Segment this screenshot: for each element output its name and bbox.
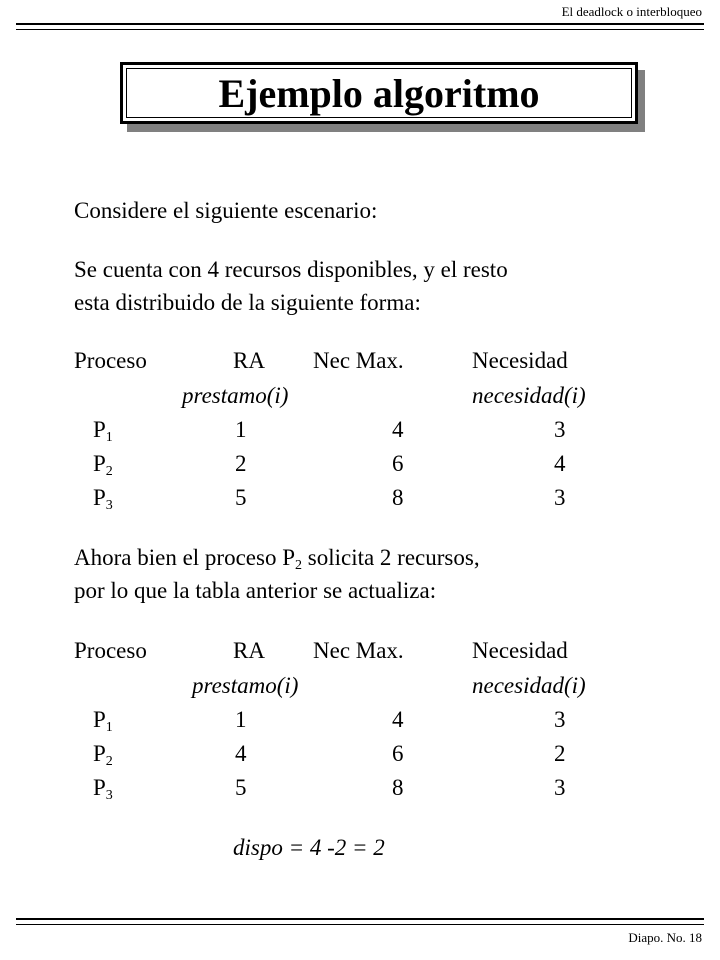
table-cell-ra: 1 xyxy=(235,417,247,442)
table-cell-necesidad: 3 xyxy=(554,417,566,442)
table2-subheader-prestamo: prestamo(i) xyxy=(192,673,299,698)
table-row-process: $P_1$ xyxy=(93,417,113,445)
table-row-process: $P_3$ xyxy=(93,485,113,513)
table2-header-nec-max: Nec Max. xyxy=(313,638,404,663)
table-row-process: $P_2$ xyxy=(93,451,113,479)
table-row-process: $P_1$ xyxy=(93,707,113,735)
table2-header-ra: RA xyxy=(233,638,265,663)
table-cell-necesidad: 4 xyxy=(554,451,566,476)
table1-subheader-prestamo: prestamo(i) xyxy=(182,383,289,408)
table-cell-max: 8 xyxy=(392,775,404,800)
paragraph2-line1: Ahora bien el proceso $P_2$ solicita 2 recursos, xyxy=(74,545,480,573)
table-cell-necesidad: 2 xyxy=(554,741,566,766)
intro-text: Considere el siguiente escenario: xyxy=(74,198,378,223)
header-rule xyxy=(16,23,704,30)
table1-header-ra: RA xyxy=(233,348,265,373)
table1-header-nec-max: Nec Max. xyxy=(313,348,404,373)
table2-subheader-necesidad: necesidad(i) xyxy=(472,673,586,698)
table-cell-necesidad: 3 xyxy=(554,775,566,800)
table-cell-max: 6 xyxy=(392,741,404,766)
paragraph1-line1: Se cuenta con 4 recursos disponibles, y el resto xyxy=(74,257,508,282)
dispo-equation: dispo = 4 -2 = 2 xyxy=(233,835,385,860)
table2-header-proceso: Proceso xyxy=(74,638,147,663)
paragraph1-line2: esta distribuido de la siguiente forma: xyxy=(74,290,421,315)
table-cell-ra: 2 xyxy=(235,451,247,476)
table-cell-max: 4 xyxy=(392,707,404,732)
table-cell-max: 8 xyxy=(392,485,404,510)
footer-rule xyxy=(16,918,704,925)
table-cell-max: 6 xyxy=(392,451,404,476)
table-cell-ra: 5 xyxy=(235,485,247,510)
table-row-process: $P_3$ xyxy=(93,775,113,803)
table-cell-ra: 1 xyxy=(235,707,247,732)
table1-subheader-necesidad: necesidad(i) xyxy=(472,383,586,408)
table2-header-necesidad: Necesidad xyxy=(472,638,568,663)
table-cell-necesidad: 3 xyxy=(554,707,566,732)
header-section-title: El deadlock o interbloqueo xyxy=(561,4,702,19)
table1-header-proceso: Proceso xyxy=(74,348,147,373)
slide-title: Ejemplo algoritmo xyxy=(218,71,540,116)
slide-number: Diapo. No. 18 xyxy=(628,930,702,945)
table-cell-necesidad: 3 xyxy=(554,485,566,510)
table-cell-ra: 4 xyxy=(235,741,247,766)
table-row-process: $P_2$ xyxy=(93,741,113,769)
paragraph2-line2: por lo que la tabla anterior se actualiza: xyxy=(74,578,437,603)
title-box xyxy=(120,62,638,124)
table-cell-max: 4 xyxy=(392,417,404,442)
table-cell-ra: 5 xyxy=(235,775,247,800)
table1-header-necesidad: Necesidad xyxy=(472,348,568,373)
